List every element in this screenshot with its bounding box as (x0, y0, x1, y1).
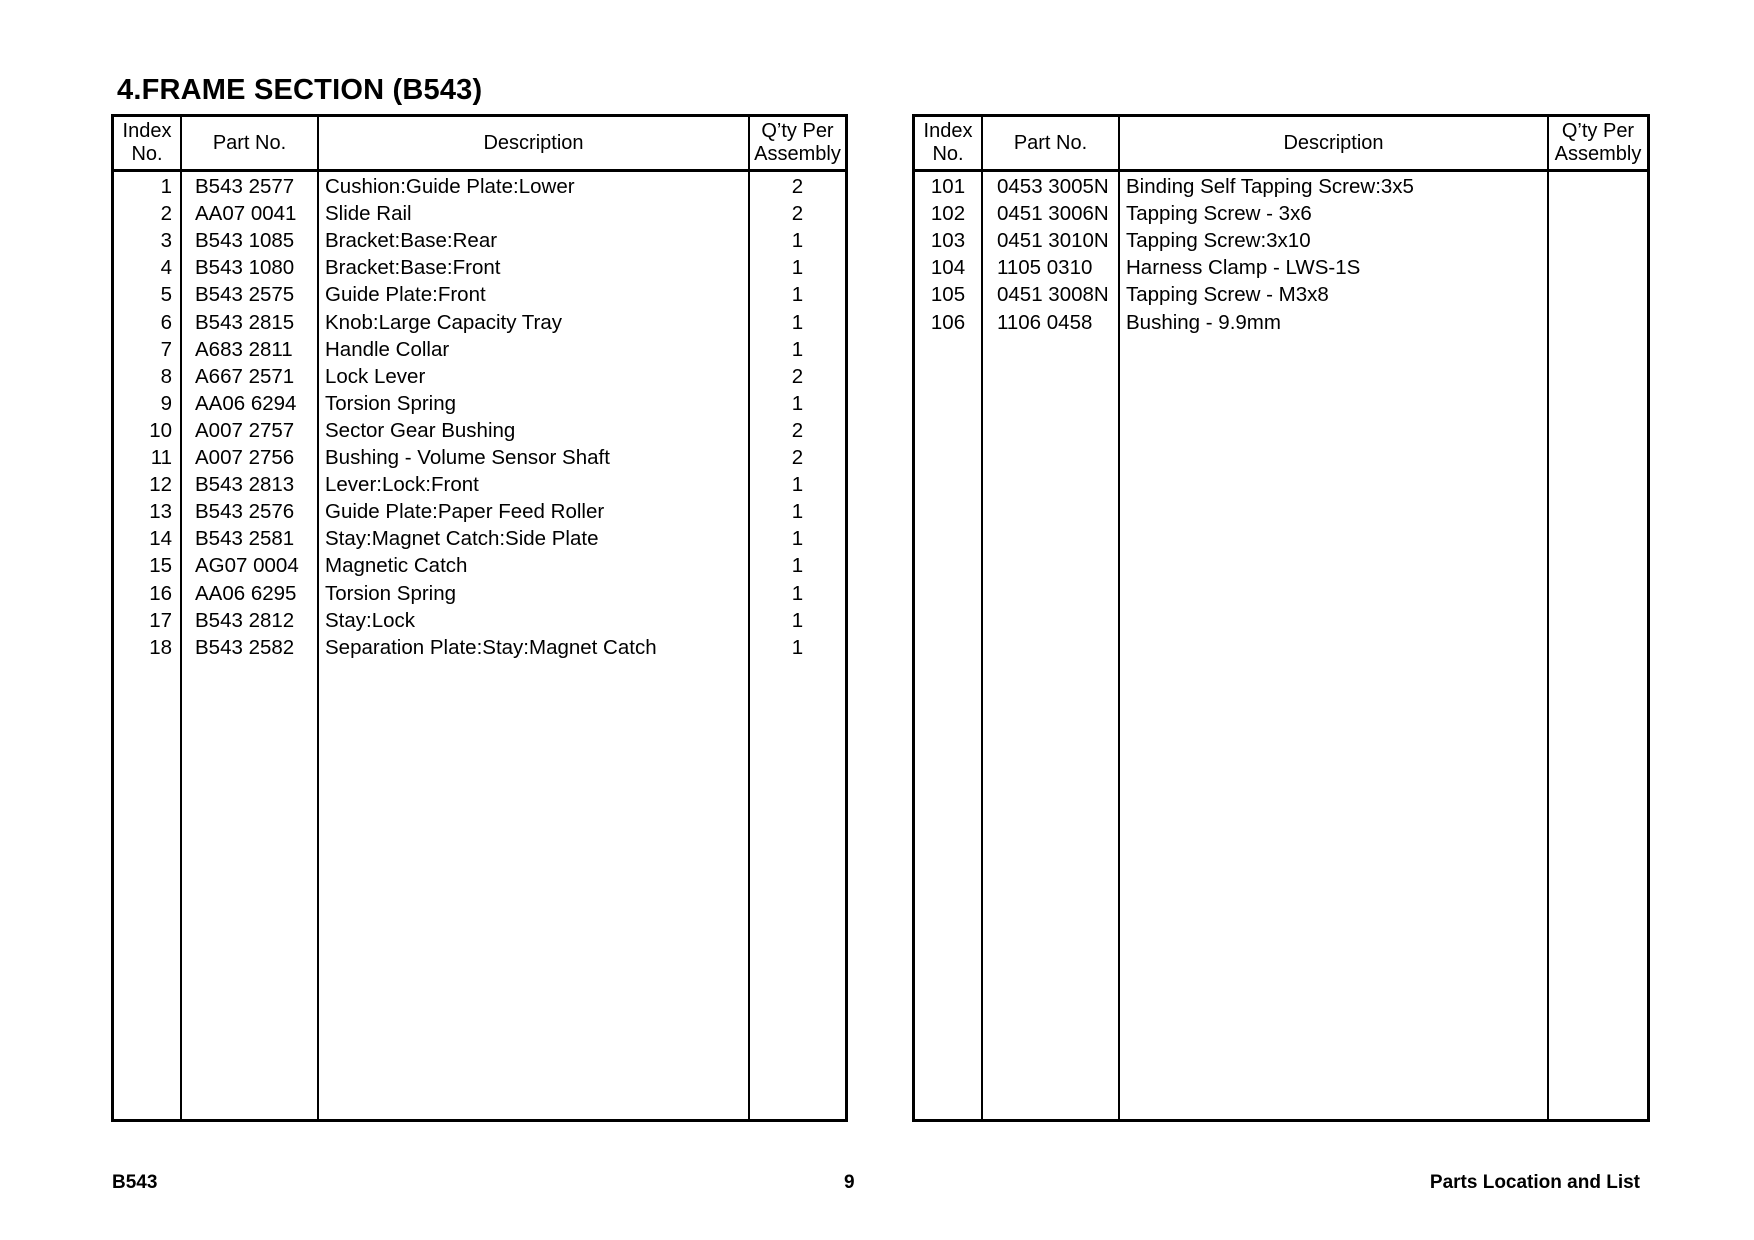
table-row (114, 444, 845, 471)
table-row (114, 173, 845, 200)
cell-index: 1 (160, 175, 172, 198)
cell-index: 2 (160, 202, 172, 226)
header-index-line1: Index (122, 120, 172, 142)
header-part-no: Part No. (1013, 131, 1088, 154)
cell-description: Harness Clamp - LWS-1S (1126, 256, 1361, 280)
cell-description: Separation Plate:Stay:Magnet Catch (325, 635, 657, 659)
parts-table-left (111, 114, 848, 1122)
cell-qty: 1 (791, 608, 804, 632)
cell-description: Bushing - Volume Sensor Shaft (325, 446, 610, 469)
header-qty-line2: Assembly (1554, 143, 1642, 165)
header-qty-line2: Assembly (754, 143, 841, 165)
cell-qty: 1 (791, 527, 804, 551)
cell-part-no: A667 2571 (195, 364, 295, 388)
table-row (114, 281, 845, 308)
cell-index: 105 (930, 283, 966, 307)
table-row (114, 309, 845, 336)
cell-index: 102 (930, 202, 966, 226)
cell-part-no: AA06 6295 (195, 581, 297, 605)
cell-description: Binding Self Tapping Screw:3x5 (1126, 175, 1414, 198)
cell-description: Cushion:Guide Plate:Lower (325, 175, 575, 198)
table-row (114, 417, 845, 444)
header-description: Description (1283, 131, 1384, 154)
cell-description: Lever:Lock:Front (325, 473, 479, 497)
parts-table-right (912, 114, 1650, 1122)
cell-index: 5 (160, 283, 172, 307)
header-divider (114, 169, 845, 172)
cell-index: 18 (149, 635, 172, 659)
table-row (114, 336, 845, 363)
cell-description: Bracket:Base:Rear (325, 229, 498, 253)
table-row (915, 281, 1647, 308)
cell-description: Knob:Large Capacity Tray (325, 310, 563, 334)
cell-qty: 1 (791, 581, 804, 605)
header-qty (1549, 117, 1647, 169)
cell-part-no: B543 2582 (195, 635, 295, 659)
cell-qty: 1 (791, 391, 804, 415)
table-row (114, 634, 845, 661)
cell-description: Torsion Spring (325, 391, 457, 415)
cell-part-no: B543 2577 (195, 175, 295, 198)
table-row (915, 254, 1647, 281)
cell-part-no: B543 2575 (195, 283, 295, 307)
cell-part-no: A007 2757 (195, 418, 295, 442)
header-index (114, 117, 180, 169)
cell-index: 11 (150, 446, 172, 469)
cell-part-no: AG07 0004 (195, 554, 299, 578)
cell-part-no: B543 2815 (195, 310, 295, 334)
cell-index: 9 (160, 391, 172, 415)
cell-part-no: B543 1080 (195, 256, 295, 280)
cell-index: 104 (930, 256, 966, 280)
cell-qty: 1 (791, 473, 804, 497)
cell-index: 8 (160, 364, 172, 388)
cell-description: Slide Rail (325, 202, 412, 226)
cell-description: Stay:Lock (325, 608, 416, 632)
cell-index: 17 (149, 608, 172, 632)
cell-index: 103 (930, 229, 966, 253)
cell-qty: 1 (791, 256, 804, 280)
header-index-line2: No. (131, 143, 163, 165)
cell-qty: 1 (791, 283, 804, 307)
cell-part-no: 0451 3010N (997, 229, 1109, 253)
cell-index: 101 (930, 175, 966, 198)
cell-description: Stay:Magnet Catch:Side Plate (325, 527, 599, 551)
cell-description: Bushing - 9.9mm (1126, 310, 1281, 334)
cell-description: Tapping Screw - 3x6 (1126, 202, 1312, 226)
header-divider (915, 169, 1647, 172)
table-row (114, 471, 845, 498)
cell-description: Torsion Spring (325, 581, 457, 605)
table-row (114, 254, 845, 281)
cell-description: Guide Plate:Front (325, 283, 486, 307)
cell-qty: 2 (791, 446, 804, 469)
page-title: 4.FRAME SECTION (B543) (117, 74, 483, 106)
cell-description: Tapping Screw - M3x8 (1126, 283, 1329, 307)
cell-part-no: AA07 0041 (195, 202, 297, 226)
cell-description: Magnetic Catch (325, 554, 468, 578)
cell-part-no: B543 2813 (195, 473, 295, 497)
header-part-no: Part No. (212, 131, 287, 154)
table-row (114, 363, 845, 390)
cell-part-no: 0453 3005N (997, 175, 1109, 198)
cell-qty: 2 (791, 175, 804, 198)
cell-qty: 1 (791, 554, 804, 578)
cell-description: Sector Gear Bushing (325, 418, 516, 442)
cell-part-no: A007 2756 (195, 446, 295, 469)
cell-description: Bracket:Base:Front (325, 256, 501, 280)
cell-part-no: B543 1085 (195, 229, 295, 253)
header-index-line2: No. (932, 143, 964, 165)
cell-index: 16 (149, 581, 172, 605)
header-qty-line1: Q’ty Per (761, 120, 834, 142)
table-row (114, 552, 845, 579)
cell-qty: 1 (791, 500, 804, 524)
table-row (114, 200, 845, 227)
table-row (114, 607, 845, 634)
cell-index: 7 (160, 337, 172, 361)
cell-index: 106 (930, 310, 966, 334)
cell-qty: 1 (791, 337, 804, 361)
table-row (915, 227, 1647, 254)
cell-qty: 2 (791, 364, 804, 388)
table-row (114, 525, 845, 552)
cell-index: 10 (149, 418, 172, 442)
cell-index: 6 (160, 310, 172, 334)
footer-section-title: Parts Location and List (1429, 1172, 1640, 1193)
header-index-line1: Index (923, 120, 973, 142)
cell-qty: 1 (791, 229, 804, 253)
cell-part-no: A683 2811 (195, 337, 293, 361)
cell-part-no: B543 2576 (195, 500, 295, 524)
cell-qty: 2 (791, 202, 804, 226)
footer-model: B543 (112, 1172, 158, 1193)
header-description: Description (483, 131, 584, 154)
cell-qty: 1 (791, 635, 804, 659)
table-row (114, 498, 845, 525)
cell-part-no: 1105 0310 (997, 256, 1093, 280)
cell-description: Lock Lever (325, 364, 426, 388)
cell-part-no: 1106 0458 (997, 310, 1093, 334)
header-qty (750, 117, 845, 169)
cell-index: 3 (160, 229, 172, 253)
cell-part-no: 0451 3006N (997, 202, 1109, 226)
cell-part-no: AA06 6294 (195, 391, 297, 415)
footer-page-number: 9 (844, 1172, 855, 1193)
cell-description: Handle Collar (325, 337, 450, 361)
table-row (915, 173, 1647, 200)
cell-index: 15 (149, 554, 172, 578)
cell-qty: 2 (791, 418, 804, 442)
cell-part-no: 0451 3008N (997, 283, 1109, 307)
table-row (114, 390, 845, 417)
cell-index: 12 (149, 473, 172, 497)
cell-description: Guide Plate:Paper Feed Roller (325, 500, 605, 524)
cell-qty: 1 (791, 310, 804, 334)
cell-part-no: B543 2581 (195, 527, 295, 551)
table-row (915, 309, 1647, 336)
cell-part-no: B543 2812 (195, 608, 295, 632)
cell-index: 13 (149, 500, 172, 524)
table-row (114, 227, 845, 254)
table-row (114, 580, 845, 607)
header-index (915, 117, 981, 169)
table-row (915, 200, 1647, 227)
cell-description: Tapping Screw:3x10 (1126, 229, 1311, 253)
cell-index: 14 (149, 527, 172, 551)
header-qty-line1: Q’ty Per (1561, 120, 1635, 142)
cell-index: 4 (160, 256, 172, 280)
